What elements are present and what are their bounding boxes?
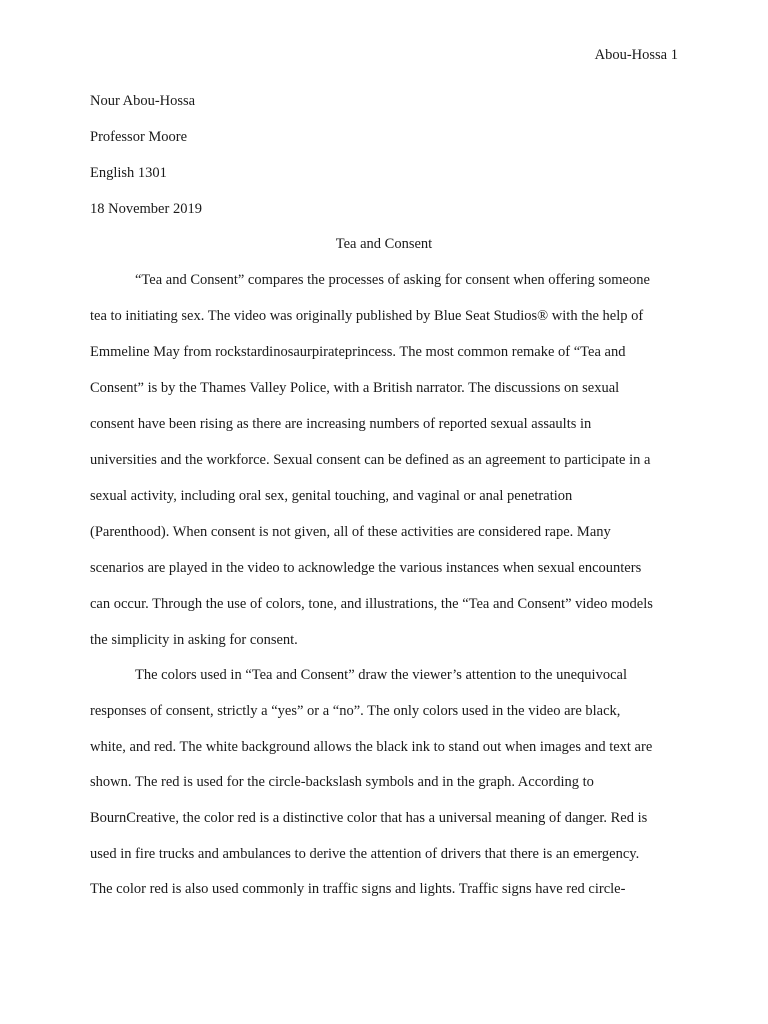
body-line: Consent” is by the Thames Valley Police, with a British narrator. The discussions on sexual bbox=[90, 380, 620, 396]
body-line: shown. The red is used for the circle-backslash symbols and in the graph. According to bbox=[90, 774, 594, 790]
body-line: responses of consent, strictly a “yes” or a “no”. The only colors used in the video are black, bbox=[90, 703, 621, 719]
body-line: Emmeline May from rockstardinosaurpirateprincess. The most common remake of “Tea and bbox=[90, 344, 626, 360]
professor-name: Professor Moore bbox=[90, 129, 188, 145]
body-line: white, and red. The white background allows the black ink to stand out when images and text are bbox=[90, 739, 653, 755]
body-line: “Tea and Consent” compares the processes of asking for consent when offering someone bbox=[135, 272, 650, 288]
body-line: tea to initiating sex. The video was originally published by Blue Seat Studios® with the help of bbox=[90, 308, 644, 324]
body-line: used in fire trucks and ambulances to derive the attention of drivers that there is an emergency. bbox=[90, 846, 640, 862]
essay-date: 18 November 2019 bbox=[90, 201, 202, 217]
body-line: sexual activity, including oral sex, genital touching, and vaginal or anal penetration bbox=[90, 488, 573, 504]
body-line: BournCreative, the color red is a distinctive color that has a universal meaning of danger. Red is bbox=[90, 810, 648, 826]
body-line: can occur. Through the use of colors, tone, and illustrations, the “Tea and Consent” video models bbox=[90, 596, 653, 612]
author-name: Nour Abou-Hossa bbox=[90, 93, 196, 109]
course-name: English 1301 bbox=[90, 165, 167, 181]
body-line: The colors used in “Tea and Consent” draw the viewer’s attention to the unequivocal bbox=[135, 667, 627, 683]
running-head: Abou-Hossa 1 bbox=[594, 47, 678, 63]
body-line: universities and the workforce. Sexual consent can be defined as an agreement to participate in a bbox=[90, 452, 651, 468]
body-line: the simplicity in asking for consent. bbox=[90, 632, 298, 648]
body-line: (Parenthood). When consent is not given, all of these activities are considered rape. Many bbox=[90, 524, 611, 540]
body-line: The color red is also used commonly in traffic signs and lights. Traffic signs have red circle- bbox=[90, 881, 626, 897]
essay-title: Tea and Consent bbox=[335, 236, 433, 252]
body-line: scenarios are played in the video to acknowledge the various instances when sexual encounters bbox=[90, 560, 642, 576]
body-line: consent have been rising as there are increasing numbers of reported sexual assaults in bbox=[90, 416, 592, 432]
